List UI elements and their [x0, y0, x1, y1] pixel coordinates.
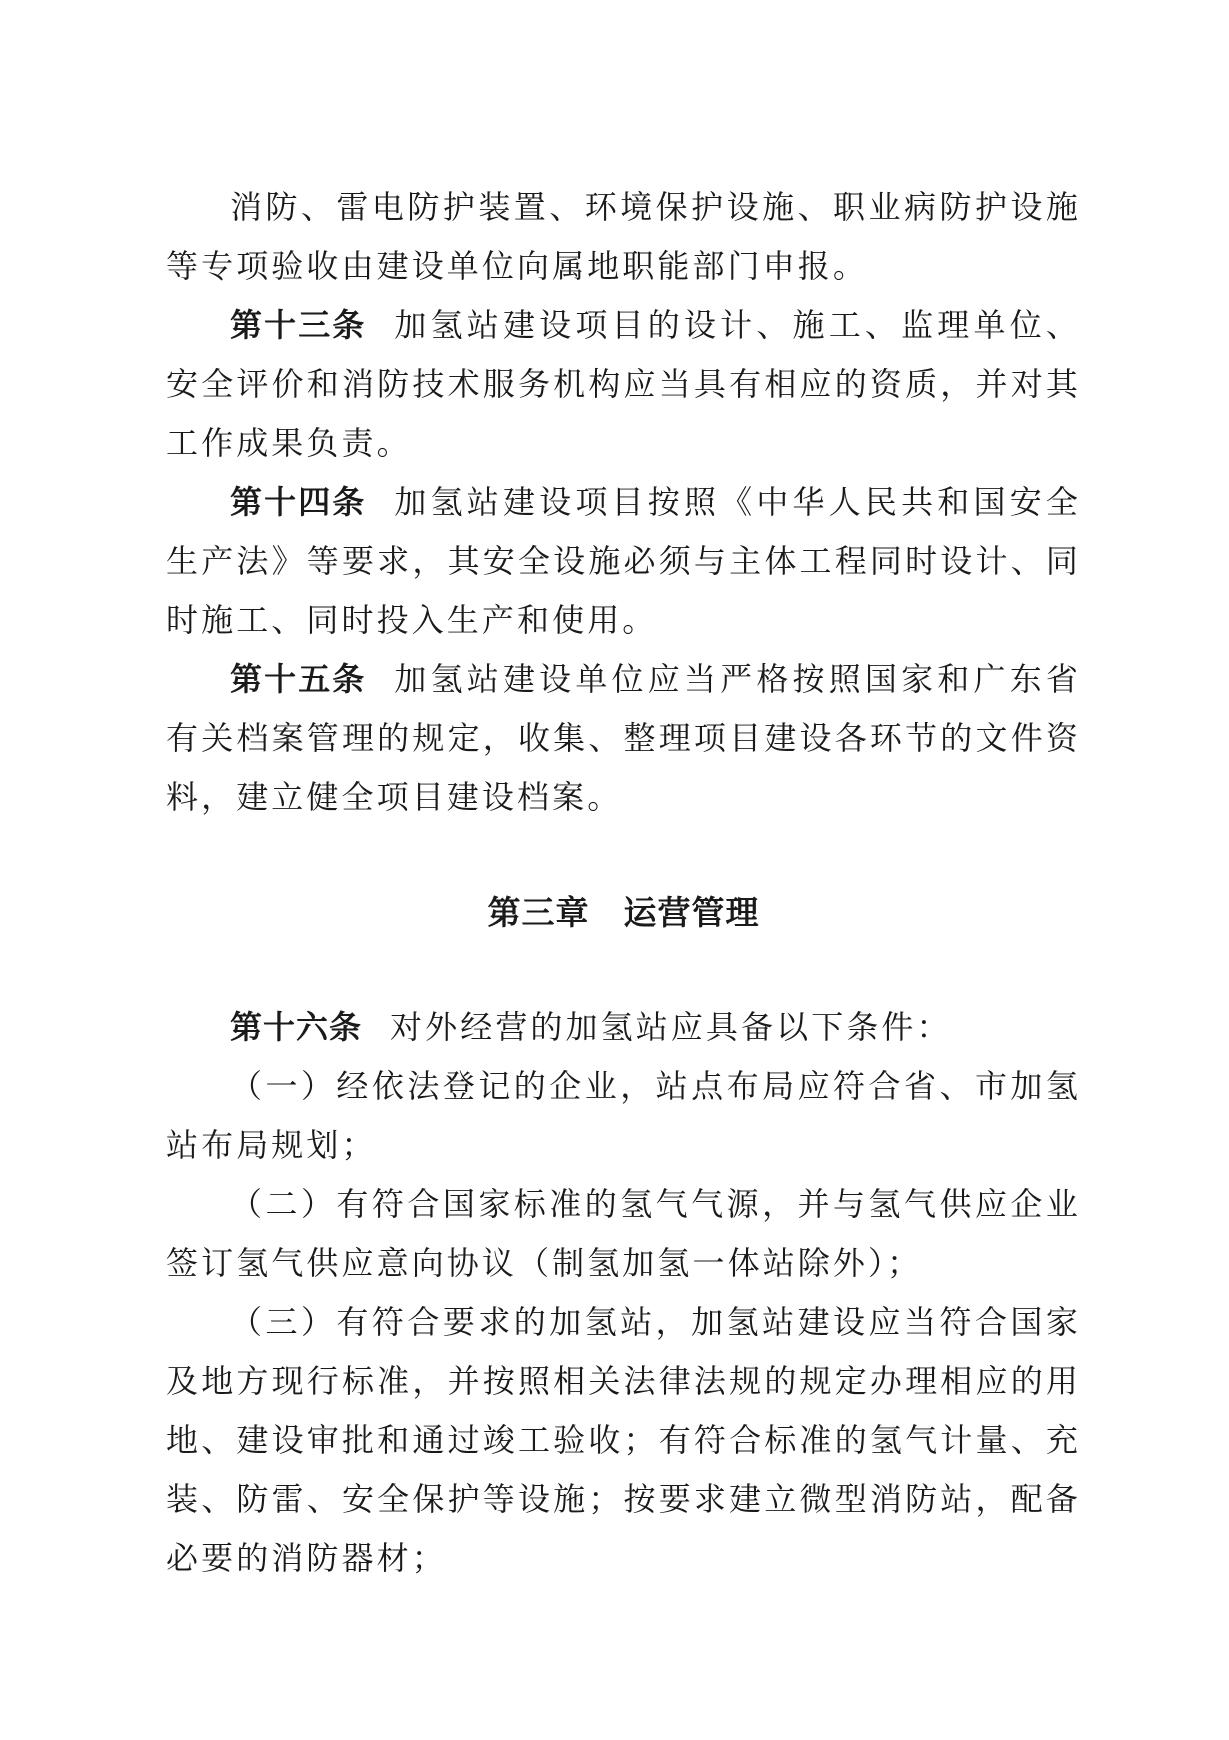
article-label: 第十六条 [230, 1008, 363, 1046]
article-label: 第十五条 [230, 660, 367, 698]
article-label: 第十四条 [230, 483, 367, 521]
clause-3 [166, 1293, 1081, 1588]
article-text: 加氢站建设项目的设计、施工、监理单位、安全评价和消防技术服务机构应当具有相应的资质，并对其工作成果负责。 [166, 306, 1081, 462]
paragraph-fire-acceptance [166, 178, 1081, 296]
chapter-heading [166, 827, 1081, 998]
clause-text: （一）经依法登记的企业，站点布局应符合省、市加氢站布局规划； [166, 1067, 1081, 1164]
article-label: 第十三条 [230, 306, 367, 344]
chapter-number: 第三章 [487, 893, 590, 932]
document-page [166, 178, 1081, 1588]
article-14 [166, 473, 1081, 650]
article-text: 加氢站建设单位应当严格按照国家和广东省有关档案管理的规定，收集、整理项目建设各环节的文件资料，建立健全项目建设档案。 [166, 660, 1081, 816]
article-13 [166, 296, 1081, 473]
paragraph-text: 消防、雷电防护装置、环境保护设施、职业病防护设施等专项验收由建设单位向属地职能部门申报。 [166, 188, 1081, 285]
article-15 [166, 650, 1081, 827]
article-text: 加氢站建设项目按照《中华人民共和国安全生产法》等要求，其安全设施必须与主体工程同时设计、同时施工、同时投入生产和使用。 [166, 483, 1081, 639]
clause-text: （二）有符合国家标准的氢气气源，并与氢气供应企业签订氢气供应意向协议（制氢加氢一体站除外）； [166, 1185, 1081, 1282]
clause-text: （三）有符合要求的加氢站，加氢站建设应当符合国家及地方现行标准，并按照相关法律法规的规定办理相应的用地、建设审批和通过竣工验收；有符合标准的氢气计量、充装、防雷、安全保护等设施；按要求建立微型消防站，配备必要的消防器材； [166, 1303, 1081, 1577]
article-16 [166, 998, 1081, 1057]
chapter-title: 运营管理 [623, 893, 760, 932]
clause-1 [166, 1057, 1081, 1175]
clause-2 [166, 1175, 1081, 1293]
article-text: 对外经营的加氢站应具备以下条件： [390, 1008, 952, 1046]
